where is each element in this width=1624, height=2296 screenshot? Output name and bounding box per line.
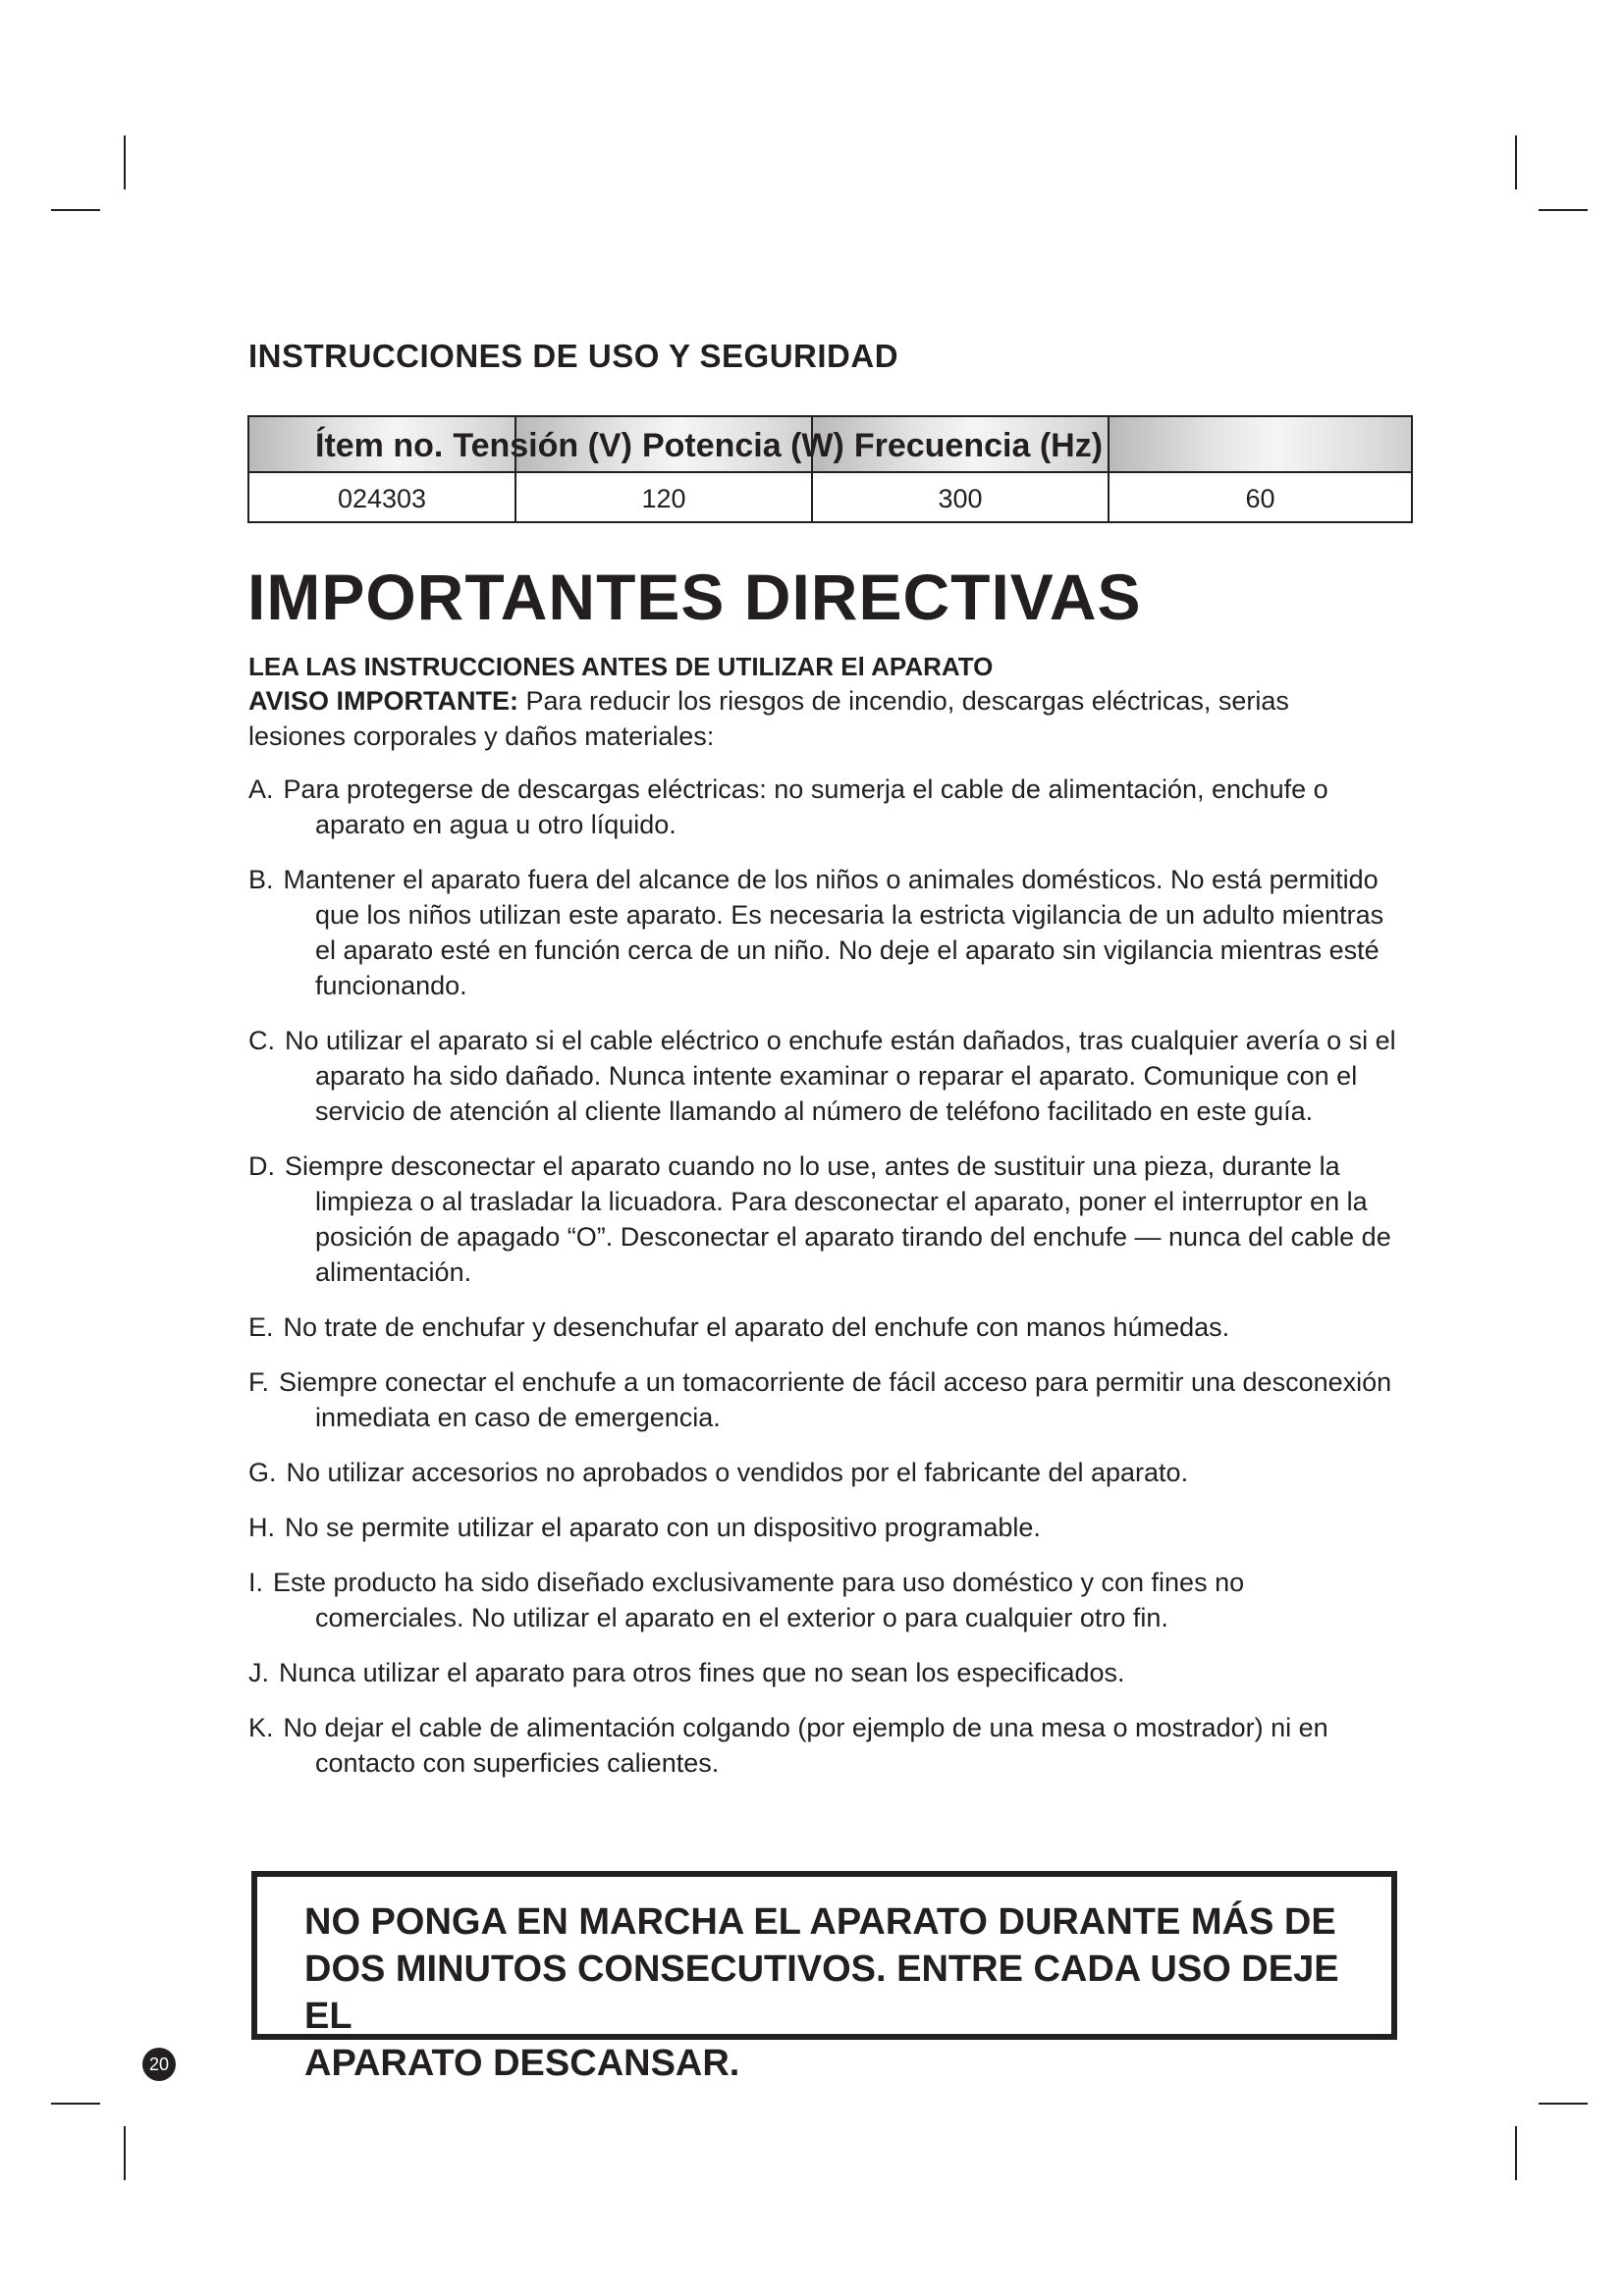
spec-table-header-cell — [1109, 416, 1412, 472]
spec-table — [247, 415, 1413, 523]
value-voltage: 120 — [515, 472, 812, 522]
notice-text: Para reducir los riesgos de incendio, descargas eléctricas, serias lesiones corporales y daños materiales: — [248, 686, 1289, 751]
item-letter: G. — [248, 1458, 277, 1487]
warning-line: APARATO DESCANSAR. — [304, 2043, 740, 2084]
safety-item-k — [248, 1710, 1397, 1781]
important-notice — [248, 683, 1378, 754]
crop-mark-top-left-vertical — [124, 135, 126, 189]
item-letter: K. — [248, 1713, 274, 1742]
value-power: 300 — [812, 472, 1109, 522]
item-text: No se permite utilizar el aparato con un dispositivo programable. — [285, 1513, 1041, 1542]
page-number-badge: 20 — [142, 2048, 176, 2081]
crop-mark-bottom-right-vertical — [1515, 2126, 1517, 2180]
safety-item-b — [248, 862, 1397, 1003]
read-instructions-lead: LEA LAS INSTRUCCIONES ANTES DE UTILIZAR El APARATO — [248, 652, 994, 681]
spec-table-value-row — [248, 472, 1412, 522]
item-letter: B. — [248, 865, 274, 894]
item-text: No trate de enchufar y desenchufar el aparato del enchufe con manos húmedas. — [283, 1312, 1230, 1342]
item-text: No utilizar el aparato si el cable eléctrico o enchufe están dañados, tras cualquier avería o si el aparato ha sido dañado. Nunca intente examinar o reparar el aparato. Comunique con el servicio de atención al cliente llamando al número de teléfono facilitado en este guía. — [285, 1026, 1396, 1126]
item-letter: J. — [248, 1658, 270, 1687]
item-letter: A. — [248, 774, 274, 804]
item-text: No utilizar accesorios no aprobados o vendidos por el fabricante del aparato. — [286, 1458, 1189, 1487]
item-letter: C. — [248, 1026, 275, 1055]
value-item-no: 024303 — [248, 472, 515, 522]
item-letter: H. — [248, 1513, 275, 1542]
crop-mark-bottom-left-horizontal — [51, 2103, 100, 2105]
warning-line: NO PONGA EN MARCHA EL APARATO DURANTE MÁS DE — [304, 1901, 1336, 1943]
warning-line: DOS MINUTOS CONSECUTIVOS. ENTRE CADA USO DEJE EL — [304, 1949, 1339, 2037]
header-frequency: Frecuencia (Hz) — [853, 427, 1104, 464]
safety-item-a — [248, 772, 1397, 842]
safety-item-j — [248, 1655, 1397, 1690]
item-letter: I. — [248, 1568, 264, 1597]
item-text: Nunca utilizar el aparato para otros fines que no sean los especificados. — [279, 1658, 1125, 1687]
crop-mark-top-right-vertical — [1515, 135, 1517, 189]
value-frequency: 60 — [1109, 472, 1412, 522]
item-letter: E. — [248, 1312, 274, 1342]
crop-mark-top-right-horizontal — [1539, 209, 1588, 211]
item-letter: D. — [248, 1151, 275, 1181]
crop-mark-bottom-right-horizontal — [1539, 2103, 1588, 2105]
section-title: INSTRUCCIONES DE USO Y SEGURIDAD — [248, 338, 899, 374]
spec-table-header-labels — [315, 427, 1112, 465]
item-letter: F. — [248, 1367, 270, 1397]
crop-mark-top-left-horizontal — [51, 209, 100, 211]
item-text: Siempre desconectar el aparato cuando no lo use, antes de sustituir una pieza, durante la limpieza o al trasladar la licuadora. Para desconectar el aparato, poner el interruptor en la posición de apagado “O”. Desconectar el aparato tirando del enchufe — nunca del cable de alimentación. — [285, 1151, 1391, 1287]
safety-item-f — [248, 1364, 1397, 1435]
safety-item-i — [248, 1565, 1397, 1635]
spec-table-header-cell — [248, 416, 1104, 472]
crop-mark-bottom-left-vertical — [124, 2126, 126, 2180]
item-text: Mantener el aparato fuera del alcance de los niños o animales domésticos. No está permitido que los niños utilizan este aparato. Es necesaria la estricta vigilancia de un adulto mientras el aparato esté en función cerca de un niño. No deje el aparato sin vigilancia mientras esté funcionando. — [283, 865, 1384, 1000]
item-text: Siempre conectar el enchufe a un tomacorriente de fácil acceso para permitir una desconexión inmediata en caso de emergencia. — [279, 1367, 1392, 1432]
safety-item-h — [248, 1510, 1397, 1545]
header-voltage: Tensión (V) — [453, 427, 632, 464]
header-power: Potencia (W) — [641, 427, 844, 464]
warning-box — [251, 1871, 1397, 2084]
item-text: Para protegerse de descargas eléctricas: no sumerja el cable de alimentación, enchufe o aparato en agua u otro líquido. — [283, 774, 1328, 839]
safety-item-d — [248, 1148, 1397, 1290]
safety-item-g — [248, 1455, 1397, 1490]
main-title: IMPORTANTES DIRECTIVAS — [247, 561, 1142, 633]
safety-item-e — [248, 1309, 1397, 1345]
header-item-no: Ítem no. — [315, 427, 444, 464]
safety-items-list — [248, 772, 1397, 1800]
item-text: No dejar el cable de alimentación colgando (por ejemplo de una mesa o mostrador) ni en contacto con superficies calientes. — [283, 1713, 1328, 1778]
spec-table-header-row — [248, 416, 1412, 472]
item-text: Este producto ha sido diseñado exclusivamente para uso doméstico y con fines no comerciales. No utilizar el aparato en el exterior o para cualquier otro fin. — [273, 1568, 1245, 1632]
safety-item-c — [248, 1023, 1397, 1129]
notice-label: AVISO IMPORTANTE: — [248, 686, 518, 716]
